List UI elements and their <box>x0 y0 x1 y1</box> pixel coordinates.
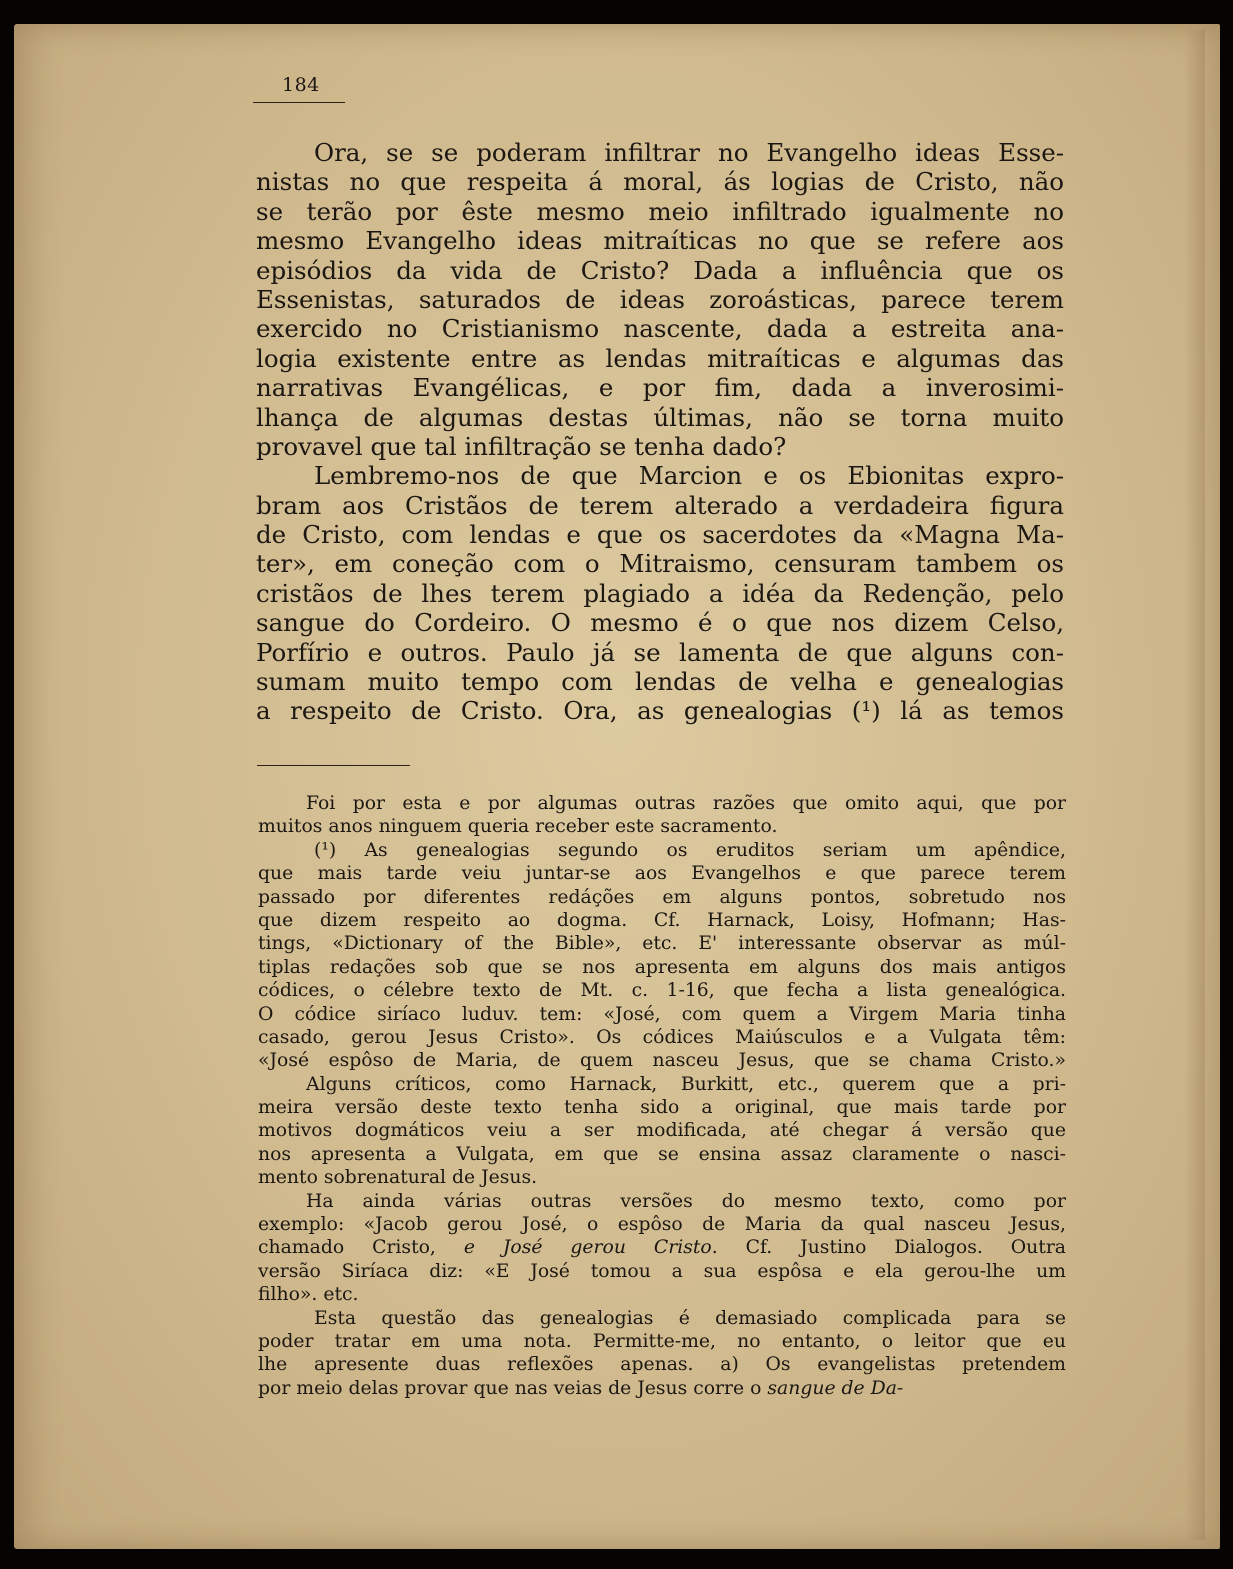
body-line: ter», em coneção com o Mitraismo, censuram tambem os <box>256 549 1064 579</box>
footnote-line: O códice siríaco luduv. tem: «José, com quem a Virgem Maria tinha <box>258 1003 1066 1025</box>
footnote-line: lhe apresente duas reflexões apenas. a) Os evangelistas pretendem <box>258 1354 1066 1376</box>
footnote-line: Esta questão das genealogias é demasiado complicada para se <box>314 1307 1066 1329</box>
body-line: mesmo Evangelho ideas mitraíticas no que se refere aos <box>256 226 1064 256</box>
footnote-text: por meio delas provar que nas veias de Jesus corre o <box>258 1377 768 1399</box>
footnote-line: poder tratar em uma nota. Permitte-me, no entanto, o leitor que eu <box>258 1330 1066 1352</box>
footnote-rule <box>257 765 410 766</box>
footnote-line: (¹) As genealogias segundo os eruditos seriam um apêndice, <box>314 839 1066 861</box>
body-line: cristãos de lhes terem plagiado a idéa da Redenção, pelo <box>256 578 1064 608</box>
footnote-line: exemplo: «Jacob gerou José, o espôso de Maria da qual nasceu Jesus, <box>258 1214 1066 1236</box>
body-line: episódios da vida de Cristo? Dada a influência que os <box>256 255 1064 285</box>
body-line: narrativas Evangélicas, e por fim, dada a inverosimi- <box>256 373 1064 403</box>
body-line: sangue do Cordeiro. O mesmo é o que nos dizem Celso, <box>256 608 1064 638</box>
body-line: a respeito de Cristo. Ora, as genealogias (¹) lá as temos <box>256 696 1064 726</box>
footnote-line: tings, «Dictionary of the Bible», etc. E' interessante observar as múl- <box>258 933 1066 955</box>
footnote-line: motivos dogmáticos veiu a ser modificada, até chegar á versão que <box>258 1120 1066 1142</box>
footnote-line: tiplas redações sob que se nos apresenta em alguns dos mais antigos <box>258 956 1066 978</box>
body-line: logia existente entre as lendas mitraíticas e algumas das <box>256 343 1064 373</box>
footnote-line: nos apresenta a Vulgata, em que se ensina assaz claramente o nasci- <box>258 1143 1066 1165</box>
footnote-line: mento sobrenatural de Jesus. <box>258 1167 538 1189</box>
footnote-line: «José espôso de Maria, de quem nasceu Jesus, que se chama Cristo.» <box>258 1050 1066 1072</box>
footnote-line: Ha ainda várias outras versões do mesmo texto, como por <box>306 1190 1066 1212</box>
footnote-line: casado, gerou Jesus Cristo». Os códices Maiúsculos e a Vulgata têm: <box>258 1026 1066 1048</box>
footnote-line: muitos anos ninguem queria receber este sacramento. <box>258 816 778 838</box>
body-line: se terão por êste mesmo meio infiltrado igualmente no <box>256 196 1064 226</box>
body-line: Lembremo-nos de que Marcion e os Ebionitas expro- <box>314 461 1064 491</box>
body-line: de Cristo, com lendas e que os sacerdotes da «Magna Ma- <box>256 520 1064 550</box>
footnote-line: Foi por esta e por algumas outras razões que omito aqui, que por <box>306 793 1066 814</box>
page-number-rule <box>253 102 345 103</box>
footnote-line: Alguns críticos, como Harnack, Burkitt, etc., querem que a pri- <box>306 1073 1066 1095</box>
footnote-line: códices, o célebre texto de Mt. c. 1-16, que fecha a lista genealógica. <box>258 980 1066 1002</box>
footnote-text: . Cf. Justino Dialogos. Outra <box>711 1237 1066 1259</box>
body-line: Essenistas, saturados de ideas zoroásticas, parece terem <box>256 284 1064 314</box>
footnote-text: chamado Cristo, <box>258 1237 464 1259</box>
body-line: bram aos Cristãos de terem alterado a verdadeira figura <box>256 490 1064 520</box>
footnote-line <box>258 1377 1066 1400</box>
body-line: provavel que tal infiltração se tenha dado? <box>256 431 787 461</box>
page-number: 184 <box>282 74 320 96</box>
footnote-line: que mais tarde veiu juntar-se aos Evangelhos e que parece terem <box>258 863 1066 885</box>
footnotes <box>258 792 1066 1400</box>
body-line: Ora, se se poderam infiltrar no Evangelho ideas Esse- <box>314 138 1064 167</box>
body-line: lhança de algumas destas últimas, não se torna muito <box>256 402 1064 432</box>
footnote-line <box>258 1236 1066 1259</box>
footnote-line: meira versão deste texto tenha sido a original, que mais tarde por <box>258 1097 1066 1119</box>
footnote-italic-text: e José gerou Cristo <box>463 1237 712 1259</box>
body-text <box>256 138 1064 726</box>
page-edge-shadow <box>1185 30 1205 1540</box>
footnote-line: versão Siríaca diz: «E José tomou a sua espôsa e ela gerou-lhe um <box>258 1260 1066 1282</box>
footnote-line: passado por diferentes redáções em alguns pontos, sobretudo nos <box>258 886 1066 908</box>
body-line: exercido no Cristianismo nascente, dada a estreita ana- <box>256 314 1064 344</box>
footnote-line: que dizem respeito ao dogma. Cf. Harnack, Loisy, Hofmann; Has- <box>258 909 1066 931</box>
body-line: nistas no que respeita á moral, ás logias de Cristo, não <box>256 167 1064 197</box>
body-line: sumam muito tempo com lendas de velha e genealogias <box>256 667 1064 697</box>
footnote-italic-text: sangue de Da- <box>767 1377 904 1399</box>
footnote-line: filho». etc. <box>258 1284 359 1306</box>
body-line: Porfírio e outros. Paulo já se lamenta de que alguns con- <box>256 637 1064 667</box>
